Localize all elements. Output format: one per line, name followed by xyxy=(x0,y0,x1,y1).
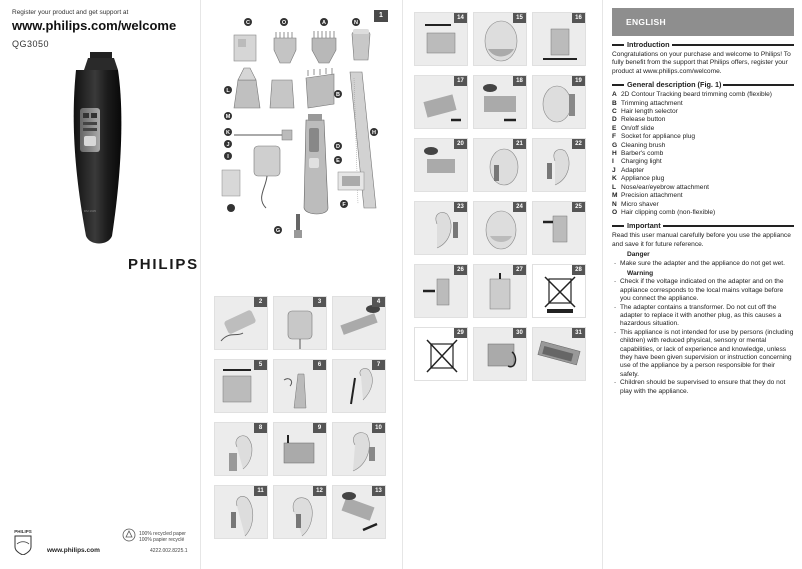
panel-number: 2 xyxy=(254,297,267,307)
list-item: F Socket for appliance plug xyxy=(612,133,696,141)
panel-number: 19 xyxy=(572,76,585,86)
parts-list xyxy=(612,91,794,217)
list-item: D Release button xyxy=(612,116,666,124)
list-item: I Charging light xyxy=(612,158,662,166)
figure-panel xyxy=(273,422,327,476)
figure-panel xyxy=(414,75,468,129)
list-item: - Check if the voltage indicated on the adapter and on the appliance corresponds to the local mains voltage before you connect the appliance. xyxy=(614,278,784,303)
figure-panel xyxy=(414,138,468,192)
list-item: A 2D Contour Tracking beard trimming comb (flexible) xyxy=(612,91,772,99)
callout-d: D xyxy=(336,144,340,150)
figure-panel xyxy=(473,12,527,66)
list-item: M Precision attachment xyxy=(612,192,683,200)
page-seam xyxy=(200,0,201,569)
figure-panel xyxy=(414,327,468,381)
panel-number: 14 xyxy=(454,13,467,23)
philips-shield-logo xyxy=(12,527,34,555)
section-heading-important: Important xyxy=(612,221,794,230)
figure-panel xyxy=(473,264,527,318)
panel-number: 24 xyxy=(513,202,526,212)
list-item: L Nose/ear/eyebrow attachment xyxy=(612,183,709,191)
figure-panel xyxy=(473,138,527,192)
list-item: - This appliance is not intended for use by persons (including children) with reduced physical, sensory or mental capabilities, or lack of experience and knowledge, unless they have been given supervision or instruction concerning use of the appliance by a person responsible for their safety. xyxy=(614,328,794,378)
figure-panel xyxy=(214,296,268,350)
panel-number: 17 xyxy=(454,76,467,86)
panel-number: 13 xyxy=(372,486,385,496)
panel-number: 20 xyxy=(454,139,467,149)
figure-panel xyxy=(473,327,527,381)
recycle-icon xyxy=(122,528,136,542)
trimmer-product-image xyxy=(0,0,200,250)
page-seam xyxy=(402,0,403,569)
figure-panel xyxy=(473,75,527,129)
panel-number: 22 xyxy=(572,139,585,149)
figure-panel xyxy=(414,12,468,66)
intro-text: Congratulations on your purchase and welcome to Philips! To fully benefit from the support that Philips offers, register your product at www.philips.com/welcome. xyxy=(612,51,791,75)
figure-panel xyxy=(414,201,468,255)
callout-g: G xyxy=(275,228,281,234)
panel-number: 9 xyxy=(313,423,326,433)
figure-1-general-description xyxy=(216,8,396,248)
list-item: G Cleaning brush xyxy=(612,141,666,149)
figure-panel xyxy=(532,12,586,66)
panel-number: 4 xyxy=(372,297,385,307)
panel-number: 11 xyxy=(254,486,267,496)
figure-panel xyxy=(532,327,586,381)
list-item: - The adapter contains a transformer. Do not cut off the adapter to replace it with another plug, as this causes a hazardous situation. xyxy=(614,303,782,328)
important-text: Read this user manual carefully before you use the appliance and save it for future reference. xyxy=(612,232,791,248)
figure-panel xyxy=(214,485,268,539)
list-item: - Make sure the adapter and the appliance do not get wet. xyxy=(614,259,785,267)
list-item: K Appliance plug xyxy=(612,175,665,183)
callout-l: L xyxy=(226,88,230,94)
figure-panel xyxy=(332,359,386,413)
english-column xyxy=(612,8,794,396)
panel-number: 23 xyxy=(454,202,467,212)
list-item: O Hair clipping comb (non-flexible) xyxy=(612,208,716,216)
list-item: N Micro shaver xyxy=(612,200,659,208)
list-item: - Children should be supervised to ensure that they do not play with the appliance. xyxy=(614,379,786,395)
welcome-url: www.philips.com/welcome xyxy=(12,18,177,33)
figure-panel xyxy=(532,75,586,129)
figure-panel xyxy=(473,201,527,255)
callout-h: H xyxy=(372,130,376,136)
panel-number: 18 xyxy=(513,76,526,86)
callout-b: B xyxy=(336,92,340,98)
recycled-paper-note: 100% recycled paper 100% papier recyclé xyxy=(139,531,186,543)
callout-o: O xyxy=(281,20,287,26)
callout-j: J xyxy=(226,142,230,148)
panel-number: 29 xyxy=(454,328,467,338)
figure-panel xyxy=(332,296,386,350)
footer-url: www.philips.com xyxy=(47,547,100,554)
callout-f: F xyxy=(342,202,346,208)
figure-panel xyxy=(532,264,586,318)
brand-wordmark: PHILIPS xyxy=(128,256,199,273)
panel-number: 31 xyxy=(572,328,585,338)
danger-heading: Danger xyxy=(627,251,650,259)
figure-panel xyxy=(214,422,268,476)
figure-panel xyxy=(214,359,268,413)
section-heading-general-description: General description (Fig. 1) xyxy=(612,80,794,89)
panel-number: 16 xyxy=(572,13,585,23)
callout-a: A xyxy=(322,20,326,26)
panel-number: 30 xyxy=(513,328,526,338)
panel-number: 28 xyxy=(572,265,585,275)
panel-number: 25 xyxy=(572,202,585,212)
warning-heading: Warning xyxy=(627,269,654,277)
list-item: B Trimming attachment xyxy=(612,99,683,107)
figure-panel xyxy=(273,359,327,413)
list-item: J Adapter xyxy=(612,166,645,174)
figure-panel xyxy=(273,485,327,539)
section-heading-introduction: Introduction xyxy=(612,40,794,49)
list-item: E On/off slide xyxy=(612,124,655,132)
figure-panel xyxy=(332,485,386,539)
model-number: QG3050 xyxy=(12,39,50,49)
language-banner: ENGLISH xyxy=(612,8,794,36)
page-seam xyxy=(602,0,603,569)
panel-number: 8 xyxy=(254,423,267,433)
panel-number: 21 xyxy=(513,139,526,149)
figure-panel xyxy=(414,264,468,318)
document-code: 4222.002.8225.1 xyxy=(150,548,188,554)
callout-k: K xyxy=(226,130,230,136)
figure-panel xyxy=(532,201,586,255)
figure-panel xyxy=(273,296,327,350)
panel-number: 5 xyxy=(254,360,267,370)
figure-panel xyxy=(532,138,586,192)
panel-number: 6 xyxy=(313,360,326,370)
panel-number: 3 xyxy=(313,297,326,307)
callout-e: E xyxy=(336,158,340,164)
panel-number: 12 xyxy=(313,486,326,496)
callout-n: N xyxy=(354,20,358,26)
figure-1-number: 1 xyxy=(374,10,388,22)
panel-number: 10 xyxy=(372,423,385,433)
svg-text:PHILIPS: PHILIPS xyxy=(14,529,32,534)
register-line: Register your product and get support at xyxy=(12,9,129,16)
panel-number: 7 xyxy=(372,360,385,370)
list-item: H Barber's comb xyxy=(612,150,664,158)
device-badge: DM 1935 xyxy=(83,209,97,213)
callout-m: M xyxy=(225,114,231,120)
panel-number: 15 xyxy=(513,13,526,23)
panel-number: 26 xyxy=(454,265,467,275)
callout-i: I xyxy=(227,154,229,160)
panel-number: 27 xyxy=(513,265,526,275)
list-item: C Hair length selector xyxy=(612,108,678,116)
figure-panel xyxy=(332,422,386,476)
callout-c: C xyxy=(246,20,250,26)
